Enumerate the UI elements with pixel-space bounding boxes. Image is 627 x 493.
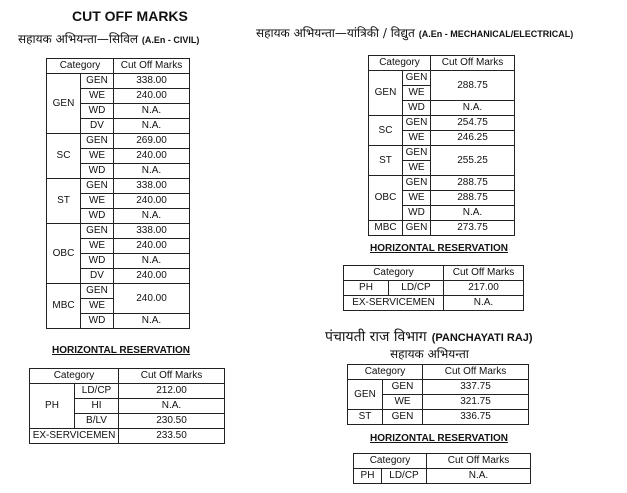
mech-sc-marks: 246.25: [431, 131, 515, 146]
mech-obc-marks: 288.75: [431, 191, 515, 206]
civil-hr-col-category: Category: [30, 369, 119, 384]
mech-sc-sub: GEN: [403, 116, 431, 131]
civil-subcategory: WE: [81, 299, 114, 314]
civil-subcategory: WE: [81, 239, 114, 254]
civil-subcategory: GEN: [81, 284, 114, 299]
civil-marks: 240.00: [114, 149, 190, 164]
civil-hr-header-row: [30, 369, 225, 384]
civil-subcategory: WE: [81, 149, 114, 164]
civil-subcategory: DV: [81, 119, 114, 134]
panchayati-gen-sub: WE: [383, 395, 423, 410]
table-row: [47, 74, 190, 89]
civil-subcategory: GEN: [81, 224, 114, 239]
civil-hr-sub: LD/CP: [75, 384, 119, 399]
table-row: [348, 410, 529, 425]
panchayati-st-marks: 336.75: [423, 410, 529, 425]
mech-obc-marks: 288.75: [431, 176, 515, 191]
mech-hr-ex: EX-SERVICEMEN: [344, 296, 444, 311]
panchayati-hr-ph-sub: LD/CP: [382, 469, 427, 484]
mech-col-category: Category: [369, 56, 431, 71]
mech-hr-ph-sub: LD/CP: [389, 281, 444, 296]
main-title: CUT OFF MARKS: [72, 8, 188, 24]
civil-hr-table: [29, 368, 225, 444]
civil-hr-marks: N.A.: [119, 399, 225, 414]
panchayati-st-name: ST: [348, 410, 383, 425]
civil-group-name: MBC: [47, 284, 81, 329]
mech-hr-ex-marks: N.A.: [444, 296, 524, 311]
civil-table: [46, 58, 190, 329]
mech-sc-name: SC: [369, 116, 403, 146]
mech-heading-hi: सहायक अभियन्ता—यांत्रिकी / विद्युत: [256, 26, 415, 40]
table-row: [369, 221, 515, 236]
mech-obc-marks: N.A.: [431, 206, 515, 221]
mech-hr-header-row: [344, 266, 524, 281]
table-row: [369, 176, 515, 191]
civil-hr-title: HORIZONTAL RESERVATION: [52, 345, 190, 356]
mech-heading-en: (A.En - MECHANICAL/ELECTRICAL): [418, 29, 574, 39]
civil-marks: 269.00: [114, 134, 190, 149]
table-row: [348, 380, 529, 395]
civil-subcategory: WD: [81, 314, 114, 329]
mech-gen-marks: N.A.: [431, 101, 515, 116]
panchayati-hr-col-marks: Cut Off Marks: [427, 454, 531, 469]
civil-marks: 240.00: [114, 284, 190, 314]
mech-st-sub: WE: [403, 161, 431, 176]
civil-marks: N.A.: [114, 254, 190, 269]
mech-st-name: ST: [369, 146, 403, 176]
civil-marks: 338.00: [114, 224, 190, 239]
civil-hr-sub: HI: [75, 399, 119, 414]
civil-subcategory: WD: [81, 104, 114, 119]
panchayati-hr-col-category: Category: [354, 454, 427, 469]
civil-marks: N.A.: [114, 119, 190, 134]
panchayati-gen-sub: GEN: [383, 380, 423, 395]
table-row: [344, 296, 524, 311]
panchayati-heading-en: (PANCHAYATI RAJ): [431, 332, 533, 344]
mech-obc-name: OBC: [369, 176, 403, 221]
table-row: [344, 281, 524, 296]
civil-marks: N.A.: [114, 209, 190, 224]
civil-group-name: GEN: [47, 74, 81, 134]
civil-subcategory: WE: [81, 89, 114, 104]
mech-mbc-marks: 273.75: [431, 221, 515, 236]
table-row: [47, 224, 190, 239]
civil-hr-ex: EX-SERVICEMEN: [30, 429, 119, 444]
mech-obc-sub: WE: [403, 191, 431, 206]
mech-st-marks: 255.25: [431, 146, 515, 176]
mech-obc-sub: WD: [403, 206, 431, 221]
civil-hr-ex-marks: 233.50: [119, 429, 225, 444]
civil-subcategory: DV: [81, 269, 114, 284]
civil-marks: 240.00: [114, 269, 190, 284]
panchayati-hr-ph-marks: N.A.: [427, 469, 531, 484]
panchayati-gen-marks: 321.75: [423, 395, 529, 410]
civil-header-row: [47, 59, 190, 74]
mech-header-row: [369, 56, 515, 71]
civil-marks: 240.00: [114, 89, 190, 104]
civil-heading: [18, 30, 199, 47]
civil-heading-hi: सहायक अभियन्ता—सिविल: [18, 32, 139, 46]
mech-col-marks: Cut Off Marks: [431, 56, 515, 71]
panchayati-hr-header-row: [354, 454, 531, 469]
table-row: [369, 146, 515, 161]
civil-marks: 338.00: [114, 74, 190, 89]
panchayati-hr-table: [353, 453, 531, 484]
mech-hr-col-category: Category: [344, 266, 444, 281]
mech-gen-name: GEN: [369, 71, 403, 116]
panchayati-col-category: Category: [348, 365, 423, 380]
panchayati-gen-name: GEN: [348, 380, 383, 410]
panchayati-subheading: सहायक अभियन्ता: [390, 347, 469, 361]
table-row: [47, 284, 190, 299]
civil-group-name: SC: [47, 134, 81, 179]
civil-subcategory: WD: [81, 164, 114, 179]
table-row: [354, 469, 531, 484]
civil-subcategory: GEN: [81, 179, 114, 194]
mech-gen-marks: 288.75: [431, 71, 515, 101]
civil-subcategory: WE: [81, 194, 114, 209]
panchayati-heading-hi: पंचायती राज विभाग: [325, 329, 427, 345]
panchayati-hr-ph: PH: [354, 469, 382, 484]
civil-group-name: ST: [47, 179, 81, 224]
civil-col-marks: Cut Off Marks: [114, 59, 190, 74]
civil-subcategory: GEN: [81, 74, 114, 89]
mech-gen-sub: WE: [403, 86, 431, 101]
table-row: [47, 134, 190, 149]
panchayati-header-row: [348, 365, 529, 380]
mech-hr-ph-marks: 217.00: [444, 281, 524, 296]
civil-hr-marks: 230.50: [119, 414, 225, 429]
panchayati-st-sub: GEN: [383, 410, 423, 425]
civil-marks: N.A.: [114, 104, 190, 119]
civil-hr-sub: B/LV: [75, 414, 119, 429]
mech-mbc-sub: GEN: [403, 221, 431, 236]
civil-marks: N.A.: [114, 314, 190, 329]
civil-hr-ph: PH: [30, 384, 75, 429]
panchayati-hr-title: HORIZONTAL RESERVATION: [370, 433, 508, 444]
civil-marks: 240.00: [114, 194, 190, 209]
civil-marks: 240.00: [114, 239, 190, 254]
mech-hr-title: HORIZONTAL RESERVATION: [370, 243, 508, 254]
mech-table: [368, 55, 515, 236]
civil-subcategory: WD: [81, 209, 114, 224]
panchayati-col-marks: Cut Off Marks: [423, 365, 529, 380]
mech-sc-marks: 254.75: [431, 116, 515, 131]
panchayati-gen-marks: 337.75: [423, 380, 529, 395]
civil-marks: 338.00: [114, 179, 190, 194]
civil-heading-en: (A.En - CIVIL): [141, 35, 200, 45]
mech-heading: [256, 24, 573, 41]
civil-hr-col-marks: Cut Off Marks: [119, 369, 225, 384]
panchayati-heading: [325, 326, 533, 346]
table-row: [47, 179, 190, 194]
civil-subcategory: GEN: [81, 134, 114, 149]
civil-col-category: Category: [47, 59, 114, 74]
mech-gen-sub: WD: [403, 101, 431, 116]
mech-mbc-name: MBC: [369, 221, 403, 236]
mech-st-sub: GEN: [403, 146, 431, 161]
mech-hr-col-marks: Cut Off Marks: [444, 266, 524, 281]
table-row: [30, 429, 225, 444]
mech-sc-sub: WE: [403, 131, 431, 146]
panchayati-table: [347, 364, 529, 425]
mech-hr-ph: PH: [344, 281, 389, 296]
table-row: [369, 71, 515, 86]
mech-obc-sub: GEN: [403, 176, 431, 191]
civil-marks: N.A.: [114, 164, 190, 179]
table-row: [369, 116, 515, 131]
civil-hr-marks: 212.00: [119, 384, 225, 399]
civil-subcategory: WD: [81, 254, 114, 269]
mech-hr-table: [343, 265, 524, 311]
civil-group-name: OBC: [47, 224, 81, 284]
mech-gen-sub: GEN: [403, 71, 431, 86]
table-row: [30, 384, 225, 399]
